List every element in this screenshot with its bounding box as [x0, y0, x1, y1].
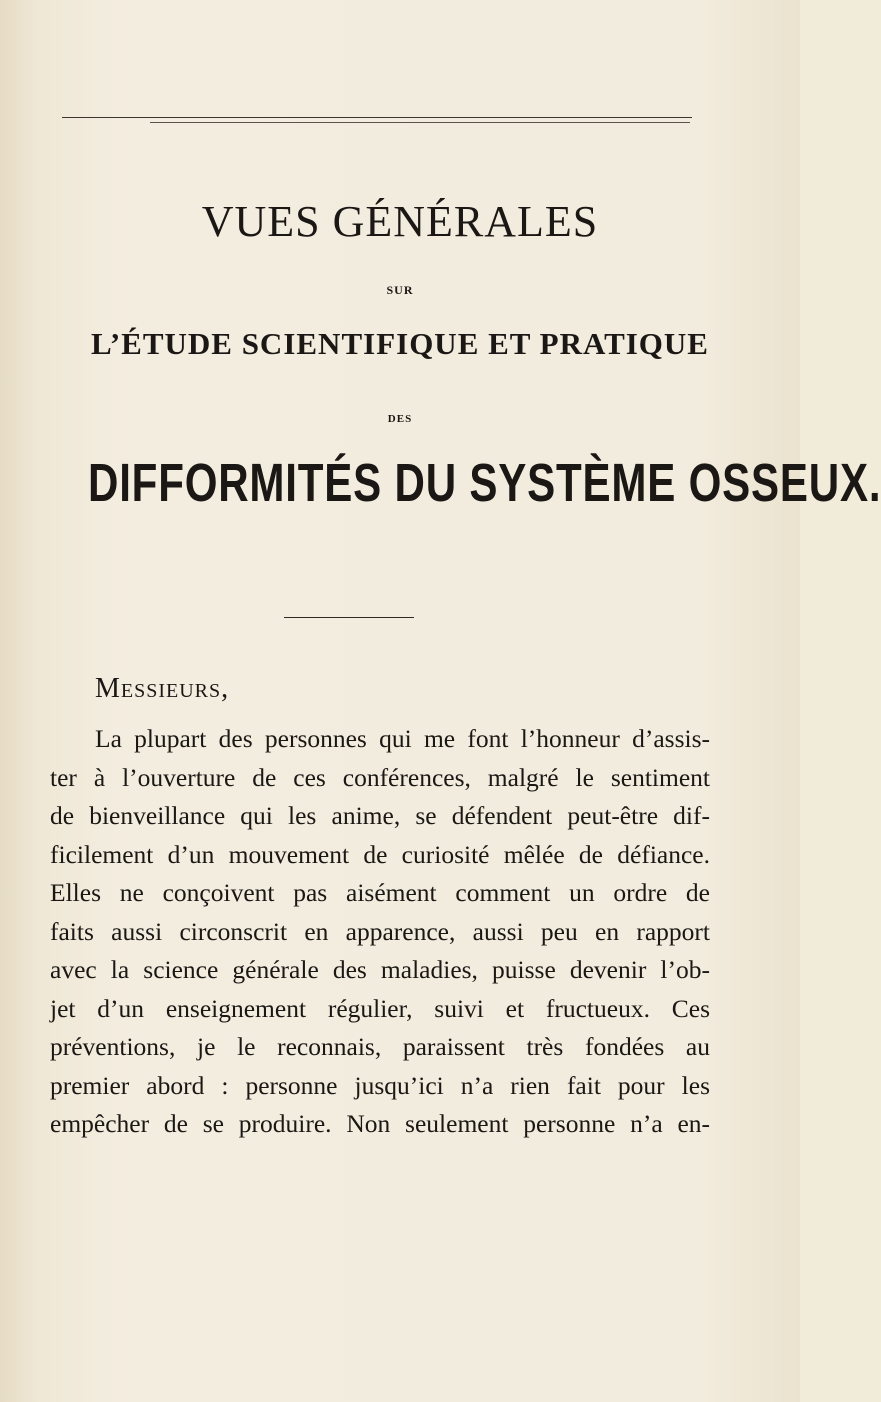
text-line: Elles ne conçoivent pas aisément comment un ordre de [50, 878, 710, 907]
text-line: ter à l’ouverture de ces conférences, malgré le sentiment [50, 762, 710, 792]
text-line: jet d’un enseignement régulier, suivi et fructueux. Ces [50, 993, 710, 1023]
body-paragraph [50, 720, 710, 1144]
title-sur: SUR [386, 283, 414, 297]
title-vues-generales: VUES GÉNÉRALES [201, 197, 599, 246]
main-title: DIFFORMITÉS DU SYSTÈME OSSEUX. [88, 453, 881, 513]
title-des: DES [387, 413, 413, 425]
top-double-rule [62, 117, 692, 118]
subtitle-etude: L’ÉTUDE SCIENTIFIQUE ET PRATIQUE [90, 326, 709, 361]
top-double-rule-inner [150, 122, 690, 123]
text-line: faits aussi circonscrit en apparence, aussi peu en rapport [50, 916, 710, 946]
text-line: ficilement d’un mouvement de curiosité mêlée de défiance. [50, 839, 710, 869]
text-line: de bienveillance qui les anime, se défendent peut-être dif- [50, 801, 710, 830]
salutation: Messieurs, [95, 673, 230, 704]
text-line: La plupart des personnes qui me font l’honneur d’assis- [95, 724, 710, 753]
text-line: préventions, je le reconnais, paraissent très fondées au [50, 1032, 710, 1061]
section-divider [284, 617, 414, 618]
text-line: avec la science générale des maladies, puisse devenir l’ob- [50, 955, 710, 984]
text-line: empêcher de se produire. Non seulement personne n’a en- [50, 1109, 710, 1138]
text-line: premier abord : personne jusqu’ici n’a rien fait pour les [50, 1070, 710, 1100]
